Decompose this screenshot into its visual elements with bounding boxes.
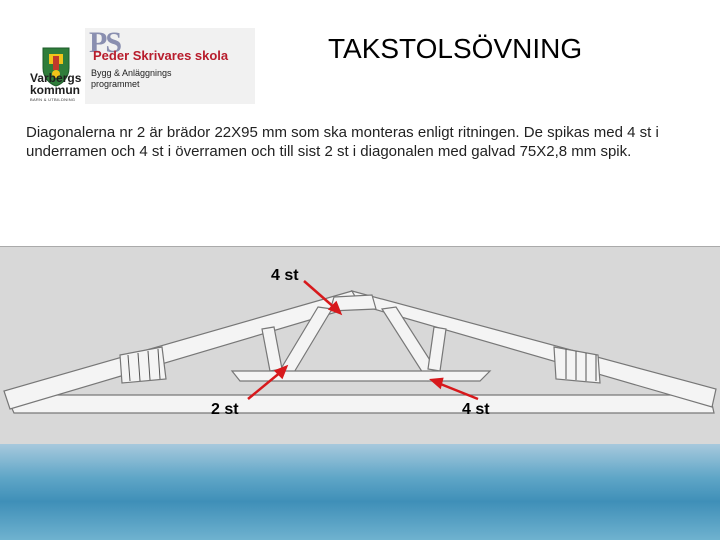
web-left	[262, 327, 282, 371]
truss-figure	[0, 246, 720, 445]
school-name: Peder Skrivares skola	[93, 48, 229, 63]
municipality-subtitle: BARN & UTBILDNING	[30, 97, 76, 102]
school-mark: PS	[89, 26, 121, 59]
program-name: Bygg & Anläggnings programmet	[91, 68, 172, 89]
callout-bottom-left: 2 st	[211, 401, 239, 418]
truss-drawing	[0, 247, 720, 445]
web-right	[428, 327, 446, 371]
page-title: TAKSTOLSÖVNING	[328, 33, 583, 64]
municipality-name: Varbergs kommun	[30, 71, 82, 97]
top-chord-right	[352, 291, 716, 407]
gusset-right	[554, 347, 600, 383]
callout-top: 4 st	[271, 267, 299, 284]
bottom-chord	[6, 395, 714, 413]
decorative-band	[0, 444, 720, 540]
school-logo	[85, 28, 255, 104]
instruction-text: Diagonalerna nr 2 är brädor 22X95 mm som ska monteras enligt ritningen. De spikas med 4 st i underramen och 4 st i överramen och till sist 2 st i diagonalen med galvad 75X2,8 mm spik.	[26, 124, 659, 160]
callout-bottom-right: 4 st	[462, 401, 490, 418]
header-logo	[27, 28, 255, 104]
